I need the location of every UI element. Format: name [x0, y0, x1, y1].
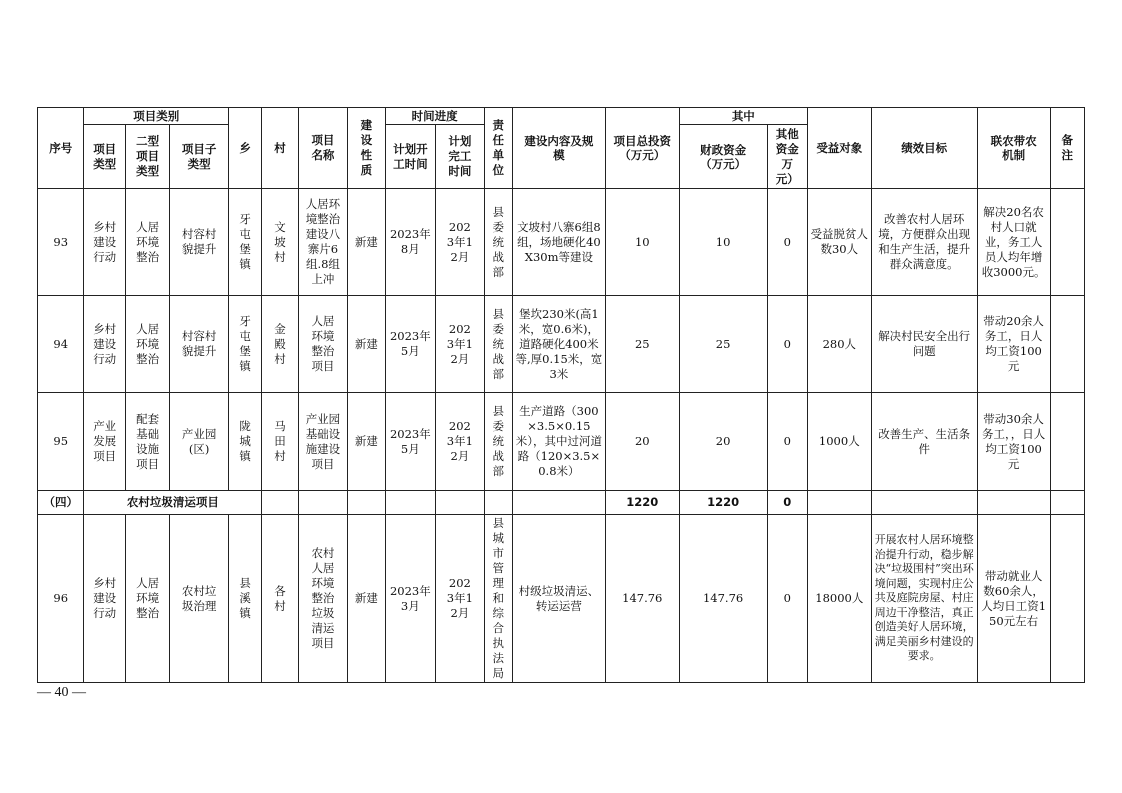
cell-total: 20	[605, 393, 679, 491]
header-among-group: 其中	[679, 108, 807, 125]
header-project-name: 项目名称	[298, 108, 348, 189]
cell-nature: 新建	[348, 515, 385, 683]
cell-township: 陇城镇	[228, 393, 261, 491]
header-content: 建设内容及规模	[512, 108, 605, 189]
cell-total: 10	[605, 189, 679, 296]
header-nature: 建设性质	[348, 108, 385, 189]
cell-content: 生产道路（300×3.5×0.15米），其中过河道路（120×3.5×0.8米）	[512, 393, 605, 491]
cell-seq: 93	[38, 189, 84, 296]
project-table	[37, 107, 1085, 683]
table-row	[38, 296, 1085, 393]
header-total: 项目总投资（万元）	[605, 108, 679, 189]
cell-start: 2023年5月	[385, 296, 436, 393]
cell-sub-type: 村容村貌提升	[170, 296, 229, 393]
cell-secondary-type: 配套基础设施项目	[125, 393, 169, 491]
cell-fiscal: 20	[679, 393, 767, 491]
header-end: 计划完工时间	[436, 125, 485, 189]
header-project-type: 项目类型	[84, 125, 125, 189]
cell-target: 改善生产、生活条件	[871, 393, 977, 491]
cell-start: 2023年5月	[385, 393, 436, 491]
header-village: 村	[262, 108, 298, 189]
cell-project-name: 人居环境整治项目	[298, 296, 348, 393]
header-schedule-group: 时间进度	[385, 108, 484, 125]
cell-nature: 新建	[348, 393, 385, 491]
header-category-group: 项目类别	[84, 108, 228, 125]
section-other: 0	[767, 491, 807, 515]
cell-project-name: 农村人居环境整治垃圾清运项目	[298, 515, 348, 683]
cell-village: 金殿村	[262, 296, 298, 393]
section-name: 农村垃圾清运项目	[84, 491, 262, 515]
cell-end: 2023年12月	[436, 515, 485, 683]
cell-beneficiary: 受益脱贫人数30人	[807, 189, 871, 296]
section-row	[38, 491, 1085, 515]
cell-seq: 95	[38, 393, 84, 491]
cell-project-name: 人居环境整治建设八寨片6组.8组上冲	[298, 189, 348, 296]
header-other: 其他资金万元）	[767, 125, 807, 189]
cell-sub-type: 农村垃圾治理	[170, 515, 229, 683]
header-target: 绩效目标	[871, 108, 977, 189]
cell-nature: 新建	[348, 189, 385, 296]
cell-other: 0	[767, 296, 807, 393]
cell-project-name: 产业园基础设施建设项目	[298, 393, 348, 491]
cell-village: 马田村	[262, 393, 298, 491]
cell-beneficiary: 1000人	[807, 393, 871, 491]
cell-other: 0	[767, 189, 807, 296]
cell-mechanism: 带动就业人数60余人，人均日工资150元左右	[977, 515, 1050, 683]
cell-project-type: 产业发展项目	[84, 393, 125, 491]
cell-township: 县溪镇	[228, 515, 261, 683]
table-row	[38, 393, 1085, 491]
cell-mechanism: 带动30余人务工，，日人均工资100元	[977, 393, 1050, 491]
cell-target: 开展农村人居环境整治提升行动，稳步解决“垃圾围村”突出环境问题，实现村庄公共及庭院房屋、村庄周边干净整洁，真正创造美好人居环境，满足美丽乡村建设的要求。	[871, 515, 977, 683]
cell-beneficiary: 18000人	[807, 515, 871, 683]
cell-end: 2023年12月	[436, 296, 485, 393]
table-row	[38, 515, 1085, 683]
cell-township: 牙屯堡镇	[228, 296, 261, 393]
cell-beneficiary: 280人	[807, 296, 871, 393]
cell-other: 0	[767, 515, 807, 683]
cell-end: 2023年12月	[436, 189, 485, 296]
cell-secondary-type: 人居环境整治	[125, 515, 169, 683]
cell-unit: 县委统战部	[484, 296, 512, 393]
cell-secondary-type: 人居环境整治	[125, 189, 169, 296]
header-sub-type: 项目子类型	[170, 125, 229, 189]
cell-fiscal: 147.76	[679, 515, 767, 683]
table-row	[38, 189, 1085, 296]
cell-village: 各村	[262, 515, 298, 683]
cell-unit: 县城市管理和综合执法局	[484, 515, 512, 683]
cell-fiscal: 25	[679, 296, 767, 393]
cell-total: 25	[605, 296, 679, 393]
header-remark: 备注	[1050, 108, 1085, 189]
header-start: 计划开工时间	[385, 125, 436, 189]
cell-sub-type: 村容村貌提升	[170, 189, 229, 296]
cell-mechanism: 解决20名农村人口就业，务工人员人均年增收3000元。	[977, 189, 1050, 296]
header-beneficiary: 受益对象	[807, 108, 871, 189]
cell-unit: 县委统战部	[484, 393, 512, 491]
cell-nature: 新建	[348, 296, 385, 393]
cell-project-type: 乡村建设行动	[84, 515, 125, 683]
cell-remark	[1050, 393, 1085, 491]
cell-unit: 县委统战部	[484, 189, 512, 296]
header-seq: 序号	[38, 108, 84, 189]
header-township: 乡	[228, 108, 261, 189]
header-unit: 责任单位	[484, 108, 512, 189]
cell-seq: 96	[38, 515, 84, 683]
section-total: 1220	[605, 491, 679, 515]
cell-secondary-type: 人居环境整治	[125, 296, 169, 393]
cell-mechanism: 带动20余人务工，日人均工资100元	[977, 296, 1050, 393]
page-number: — 40 —	[37, 685, 86, 700]
section-number: （四）	[38, 491, 84, 515]
header-mechanism: 联农带农机制	[977, 108, 1050, 189]
cell-project-type: 乡村建设行动	[84, 296, 125, 393]
cell-sub-type: 产业园(区)	[170, 393, 229, 491]
cell-start: 2023年8月	[385, 189, 436, 296]
cell-start: 2023年3月	[385, 515, 436, 683]
cell-fiscal: 10	[679, 189, 767, 296]
cell-township: 牙屯堡镇	[228, 189, 261, 296]
cell-content: 文坡村八寨6组8组，场地硬化40X30m等建设	[512, 189, 605, 296]
cell-remark	[1050, 189, 1085, 296]
cell-target: 改善农村人居环境，方便群众出现和生产生活，提升群众满意度。	[871, 189, 977, 296]
header-fiscal: 财政资金（万元）	[679, 125, 767, 189]
header-secondary-type: 二型项目类型	[125, 125, 169, 189]
cell-seq: 94	[38, 296, 84, 393]
cell-end: 2023年12月	[436, 393, 485, 491]
cell-remark	[1050, 515, 1085, 683]
cell-target: 解决村民安全出行问题	[871, 296, 977, 393]
cell-content: 村级垃圾清运、转运运营	[512, 515, 605, 683]
section-fiscal: 1220	[679, 491, 767, 515]
cell-village: 文坡村	[262, 189, 298, 296]
cell-content: 堡坎230米(高1米，宽0.6米)，道路硬化400米等,厚0.15米，宽3米	[512, 296, 605, 393]
cell-project-type: 乡村建设行动	[84, 189, 125, 296]
cell-other: 0	[767, 393, 807, 491]
cell-total: 147.76	[605, 515, 679, 683]
cell-remark	[1050, 296, 1085, 393]
